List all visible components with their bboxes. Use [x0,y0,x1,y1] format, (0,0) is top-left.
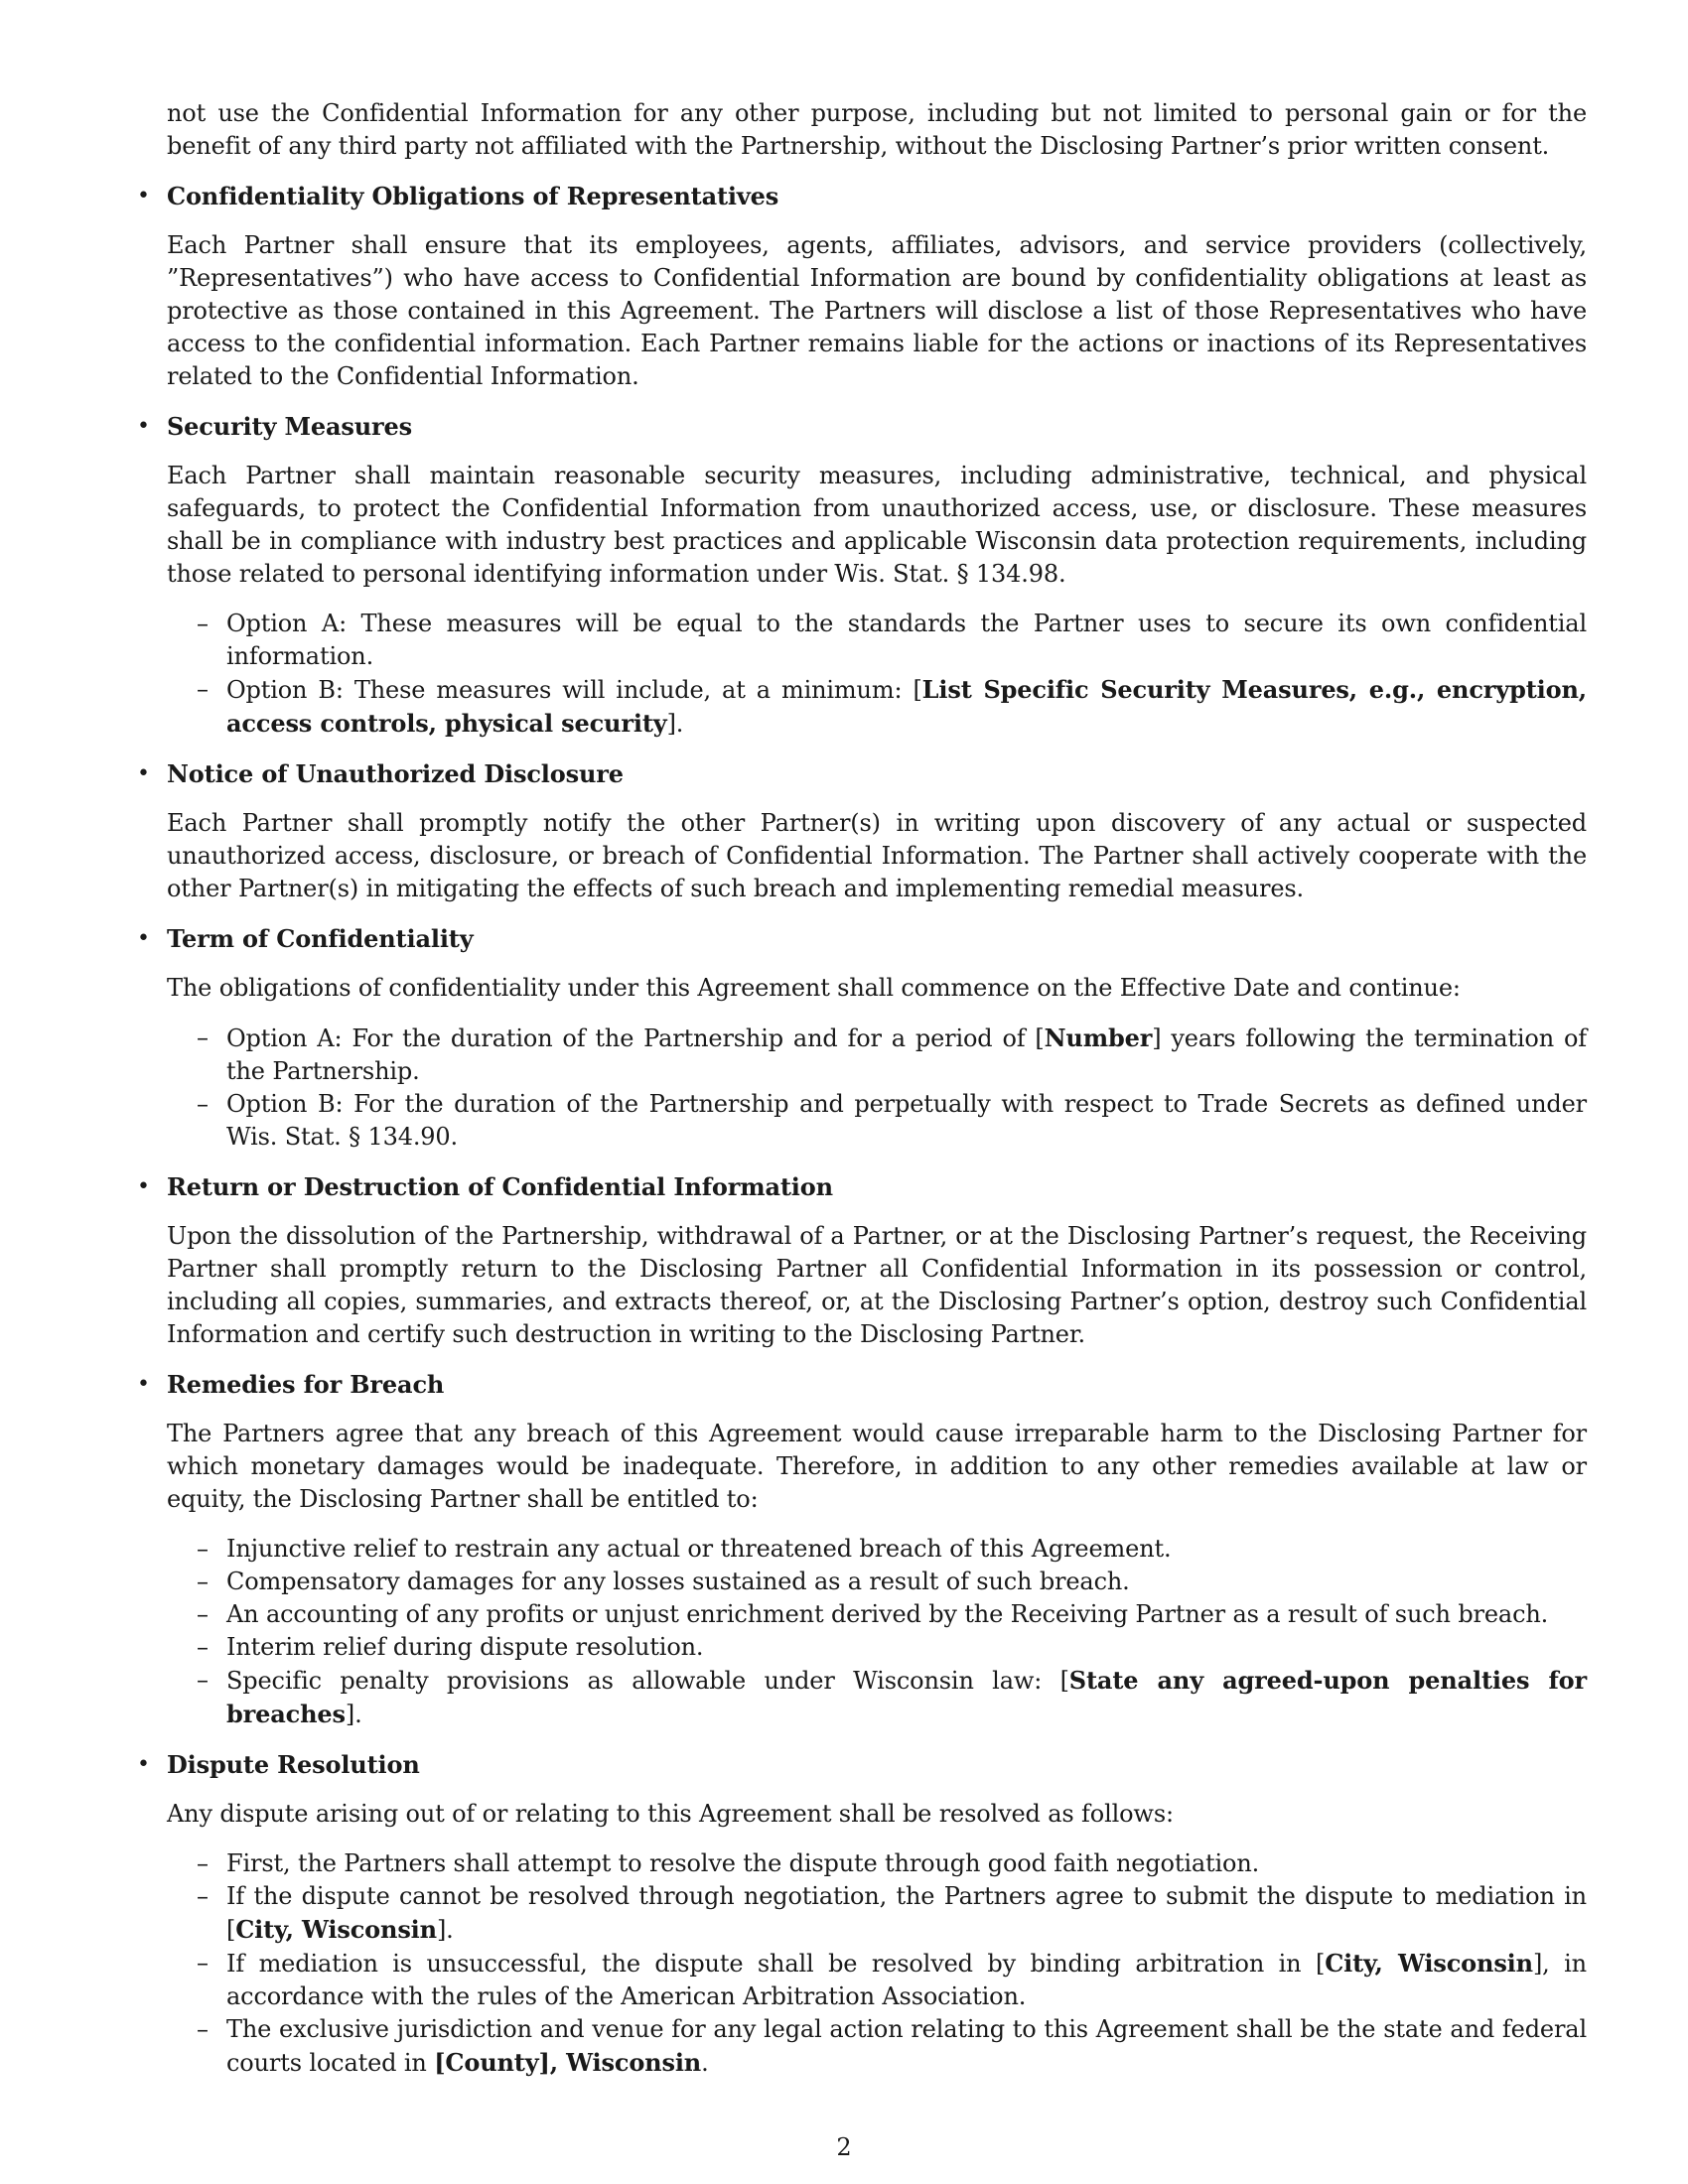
option-list [167,1022,1587,1154]
section-title: • Security Measures [167,412,413,441]
dispute-step: – The exclusive jurisdiction and venue for any legal action relating to this Agreement shall be the state and federal courts located in [County], Wisconsin. [226,2013,1587,2080]
remedy-list [167,1533,1587,1731]
placeholder-text: [County], Wisconsin [434,2048,702,2077]
section-title: • Dispute Resolution [167,1750,420,1779]
document-page [167,97,1587,2097]
remedy-item: – Interim relief during dispute resolution. [226,1631,1587,1664]
dispute-step: – If mediation is unsuccessful, the dispute shall be resolved by binding arbitration in [City, Wisconsin], in accordance with the rules of the American Arbitration Association. [226,1947,1587,2013]
section-body: Each Partner shall maintain reasonable security measures, including administrative, technical, and physical safeguards, to protect the Confidential Information from unauthorized access, use, or disclosure. These measures shall be in compliance with industry best practices and applicable Wisconsin data protection requirements, including those related to personal identifying information under Wis. Stat. § 134.98. [167,462,1587,588]
placeholder-text: City, Wisconsin [1325,1949,1533,1978]
dispute-step-list [167,1847,1587,2080]
section-title: • Return or Destruction of Confidential Information [167,1172,833,1201]
section-title: • Notice of Unauthorized Disclosure [167,759,624,788]
placeholder-text: Number [1044,1024,1153,1052]
option-item: – Option A: These measures will be equal to the standards the Partner uses to secure its own confidential information. [226,608,1587,673]
section-security [167,410,1587,741]
dispute-step: – If the dispute cannot be resolved through negotiation, the Partners agree to submit the dispute to mediation in [City, Wisconsin]. [226,1880,1587,1947]
remedy-item: – Compensatory damages for any losses sustained as a result of such breach. [226,1566,1587,1598]
placeholder-text: State any agreed-upon penalties for breaches [226,1666,1587,1728]
section-term [167,922,1587,1154]
section-body: The Partners agree that any breach of this Agreement would cause irreparable harm to the Disclosing Partner for which monetary damages would be inadequate. Therefore, in addition to any other remedies available at law or equity, the Disclosing Partner shall be entitled to: [167,1420,1587,1513]
page-number: 2 [836,2133,852,2161]
option-item: – Option A: For the duration of the Partnership and for a period of [Number] years following the termination of the Partnership. [226,1022,1587,1088]
section-return [167,1170,1587,1351]
section-body: The obligations of confidentiality under this Agreement shall commence on the Effective Date and continue: [167,974,1461,1002]
option-item: – Option B: For the duration of the Partnership and perpetually with respect to Trade Secrets as defined under Wis. Stat. § 134.90. [226,1088,1587,1154]
section-list [167,180,1587,2080]
section-body: Any dispute arising out of or relating to this Agreement shall be resolved as follows: [167,1800,1174,1828]
section-remedies [167,1368,1587,1731]
section-representatives [167,180,1587,393]
section-title: • Remedies for Breach [167,1370,445,1399]
section-title: • Confidentiality Obligations of Representatives [167,182,779,210]
section-title: • Term of Confidentiality [167,924,474,953]
section-body: Each Partner shall promptly notify the other Partner(s) in writing upon discovery of any actual or suspected unauthorized access, disclosure, or breach of Confidential Information. The Partner shall actively cooperate with the other Partner(s) in mitigating the effects of such breach and implementing remedial measures. [167,809,1587,902]
section-body: Upon the dissolution of the Partnership, withdrawal of a Partner, or at the Disclosing Partner’s request, the Receiving Partner shall promptly return to the Disclosing Partner all Confidential Information in its possession or control, including all copies, summaries, and extracts thereof, or, at the Disclosing Partner’s option, destroy such Confidential Information and certify such destruction in writing to the Disclosing Partner. [167,1222,1587,1348]
option-item: – Option B: These measures will include, at a minimum: [List Specific Security Measures, e.g., encryption, access controls, physical security]. [226,673,1587,741]
section-body: Each Partner shall ensure that its employees, agents, affiliates, advisors, and service providers (collectively, ”Representatives”) who have access to Confidential Information are bound by confidentiality obligations at least as protective as those contained in this Agreement. The Partners will disclose a list of those Representatives who have access to the confidential information. Each Partner remains liable for the actions or inactions of its Representatives related to the Confidential Information. [167,231,1587,390]
placeholder-text: City, Wisconsin [235,1915,437,1944]
dispute-step: – First, the Partners shall attempt to resolve the dispute through good faith negotiation. [226,1847,1587,1880]
section-notice [167,757,1587,905]
section-dispute [167,1748,1587,2080]
remedy-item: – An accounting of any profits or unjust enrichment derived by the Receiving Partner as a result of such breach. [226,1598,1587,1631]
remedy-item: – Specific penalty provisions as allowable under Wisconsin law: [State any agreed-upon penalties for breaches]. [226,1664,1587,1731]
remedy-item: – Injunctive relief to restrain any actual or threatened breach of this Agreement. [226,1533,1587,1566]
placeholder-text: List Specific Security Measures, e.g., encryption, access controls, physical security [226,675,1587,738]
intro-paragraph: not use the Confidential Information for any other purpose, including but not limited to personal gain or for the benefit of any third party not affiliated with the Partnership, without the Disclosing Partner’s prior written consent. [167,99,1587,160]
option-list [167,608,1587,741]
